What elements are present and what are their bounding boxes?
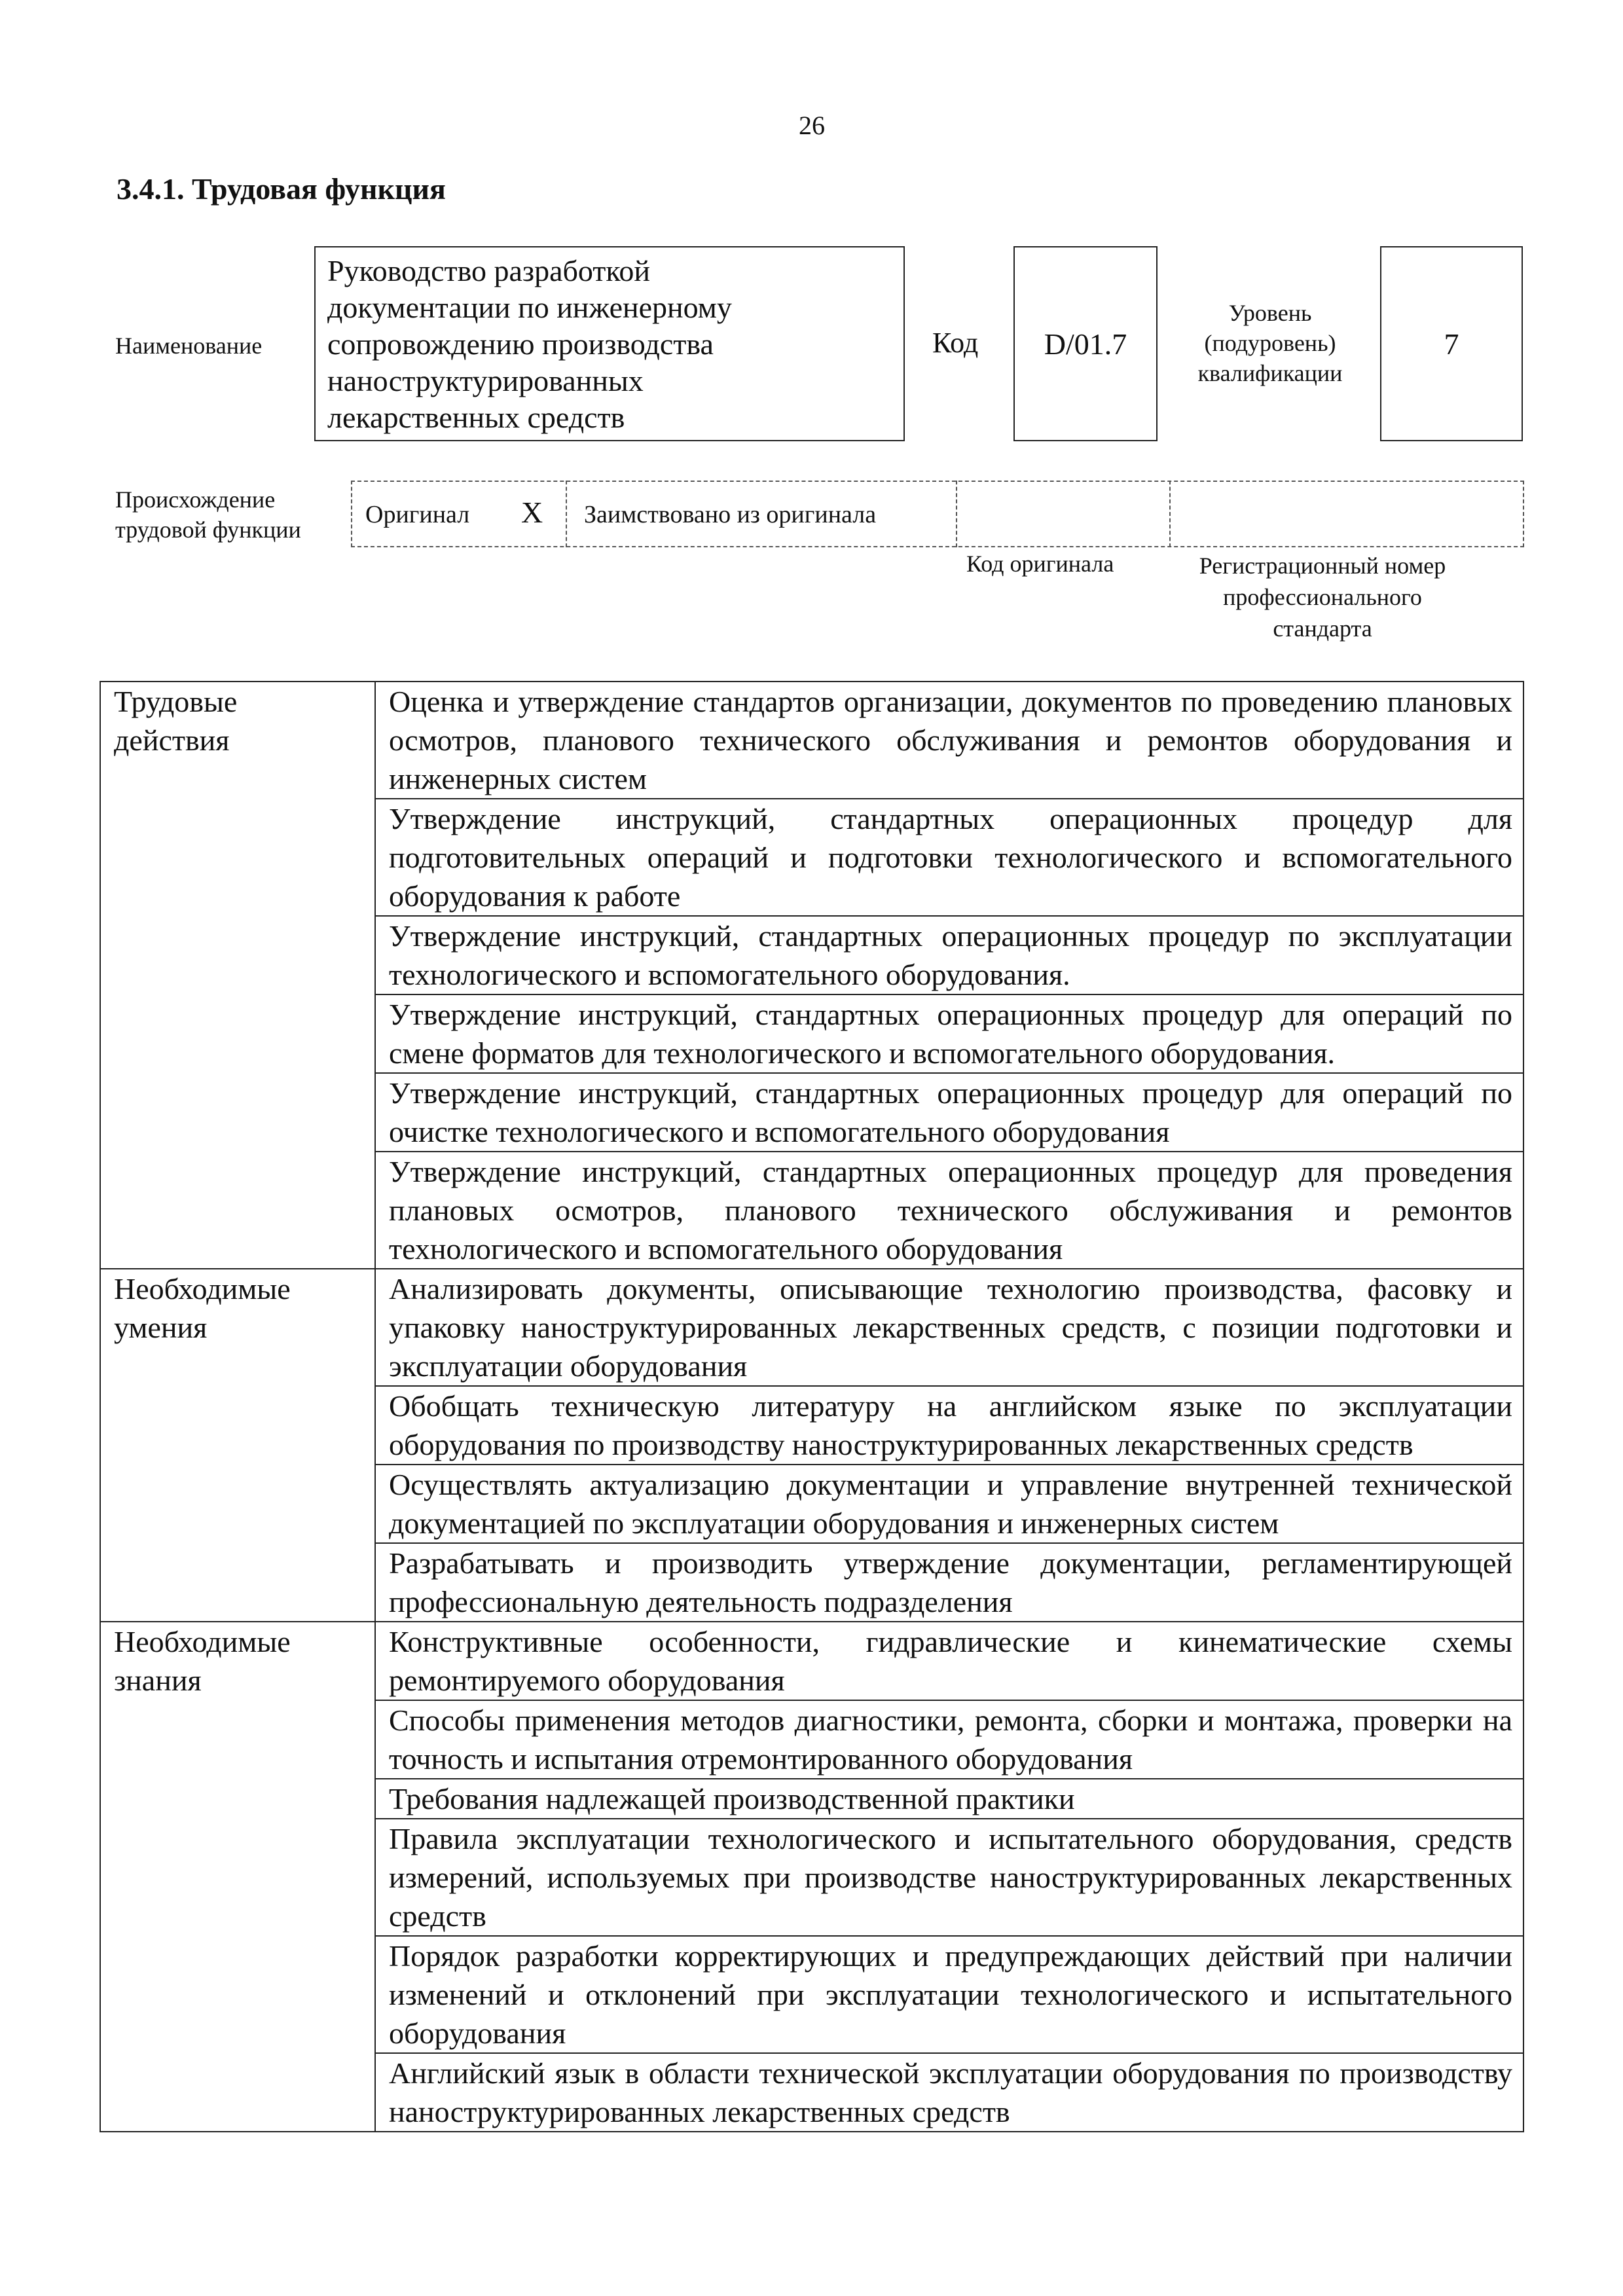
origin-divider xyxy=(1169,481,1171,547)
function-name-line: документации по инженерному xyxy=(327,291,732,324)
qualification-level-label xyxy=(1165,298,1375,388)
borrowed-option: Заимствовано из оригинала xyxy=(584,501,877,528)
section-title-line: Трудовые xyxy=(114,685,238,718)
level-box xyxy=(1380,246,1523,441)
original-code-label: Код оригинала xyxy=(966,551,1114,577)
section-title-cell xyxy=(100,1622,375,2132)
table-row xyxy=(100,682,1523,799)
origin-label xyxy=(115,484,301,545)
table-cell: Разрабатывать и производить утверждение документации, регламентирующей профессиональную деятельность подразделения xyxy=(375,1543,1523,1622)
function-name-line: лекарственных средств xyxy=(327,401,625,434)
table-cell: Конструктивные особенности, гидравлические и кинематические схемы ремонтируемого оборудования xyxy=(375,1622,1523,1700)
labor-function-table xyxy=(100,681,1524,2132)
table-cell: Осуществлять актуализацию документации и управление внутренней технической документацией по эксплуатации оборудования и инженерных систем xyxy=(375,1465,1523,1543)
original-option: Оригинал xyxy=(365,501,470,528)
table-cell: Правила эксплуатации технологического и испытательного оборудования, средств измерений, используемых при производстве наноструктурированных лекарственных средств xyxy=(375,1819,1523,1936)
origin-label-line: Происхождение xyxy=(115,486,276,513)
code-label: Код xyxy=(932,327,979,359)
section-title: 3.4.1. Трудовая функция xyxy=(117,172,446,206)
section-title-line: действия xyxy=(114,723,230,757)
level-label-line: Уровень xyxy=(1228,300,1312,326)
reg-label-line: профессионального xyxy=(1223,584,1422,610)
table-cell: Обобщать техническую литературу на английском языке по эксплуатации оборудования по производству наноструктурированных лекарственных средств xyxy=(375,1386,1523,1465)
table-cell: Утверждение инструкций, стандартных операционных процедур по эксплуатации технологического и вспомогательного оборудования. xyxy=(375,916,1523,994)
reg-label-line: стандарта xyxy=(1273,615,1372,642)
table-cell: Утверждение инструкций, стандартных операционных процедур для проведения плановых осмотров, планового технического обслуживания и ремонтов технологического и вспомогательного оборудования xyxy=(375,1152,1523,1269)
table-cell: Способы применения методов диагностики, ремонта, сборки и монтажа, проверки на точность и испытания отремонтированного оборудования xyxy=(375,1700,1523,1779)
registration-number-label xyxy=(1172,550,1473,644)
table-cell: Английский язык в области технической эксплуатации оборудования по производству наноструктурированных лекарственных средств xyxy=(375,2053,1523,2132)
table-row xyxy=(100,1622,1523,1700)
section-title-line: Необходимые xyxy=(114,1625,291,1658)
level-label-line: квалификации xyxy=(1197,360,1343,386)
table-row xyxy=(100,1269,1523,1386)
function-name-line: сопровождению производства xyxy=(327,327,714,361)
original-mark: X xyxy=(521,496,543,529)
table-cell: Утверждение инструкций, стандартных операционных процедур для операций по смене форматов для технологического и вспомогательного оборудования. xyxy=(375,994,1523,1073)
level-value: 7 xyxy=(1444,327,1459,361)
section-title-cell xyxy=(100,1269,375,1622)
section-title-line: умения xyxy=(114,1311,208,1344)
origin-divider xyxy=(956,481,957,547)
section-title-cell xyxy=(100,682,375,1269)
function-name-line: наноструктурированных xyxy=(327,364,644,397)
section-title-line: Необходимые xyxy=(114,1272,291,1305)
code-value: D/01.7 xyxy=(1044,327,1127,361)
reg-label-line: Регистрационный номер xyxy=(1199,553,1446,579)
table-cell: Требования надлежащей производственной практики xyxy=(375,1779,1523,1819)
table-cell: Утверждение инструкций, стандартных операционных процедур для операций по очистке технологического и вспомогательного оборудования xyxy=(375,1073,1523,1152)
section-title-line: знания xyxy=(114,1664,202,1697)
table-cell: Порядок разработки корректирующих и предупреждающих действий при наличии изменений и отклонений при эксплуатации технологического и испытательного оборудования xyxy=(375,1936,1523,2053)
origin-label-line: трудовой функции xyxy=(115,517,301,543)
level-label-line: (подуровень) xyxy=(1204,330,1336,356)
code-box xyxy=(1013,246,1158,441)
name-label: Наименование xyxy=(115,333,263,359)
function-name-box xyxy=(314,246,905,441)
origin-divider xyxy=(566,481,567,547)
table-cell: Оценка и утверждение стандартов организации, документов по проведению плановых осмотров, планового технического обслуживания и ремонтов оборудования и инженерных систем xyxy=(375,682,1523,799)
function-name-line: Руководство разработкой xyxy=(327,254,651,287)
table-cell: Анализировать документы, описывающие технологию производства, фасовку и упаковку наноструктурированных лекарственных средств, с позиции подготовки и эксплуатации оборудования xyxy=(375,1269,1523,1386)
page-number: 26 xyxy=(799,111,825,140)
table-cell: Утверждение инструкций, стандартных операционных процедур для подготовительных операций и подготовки технологического и вспомогательного оборудования к работе xyxy=(375,799,1523,916)
